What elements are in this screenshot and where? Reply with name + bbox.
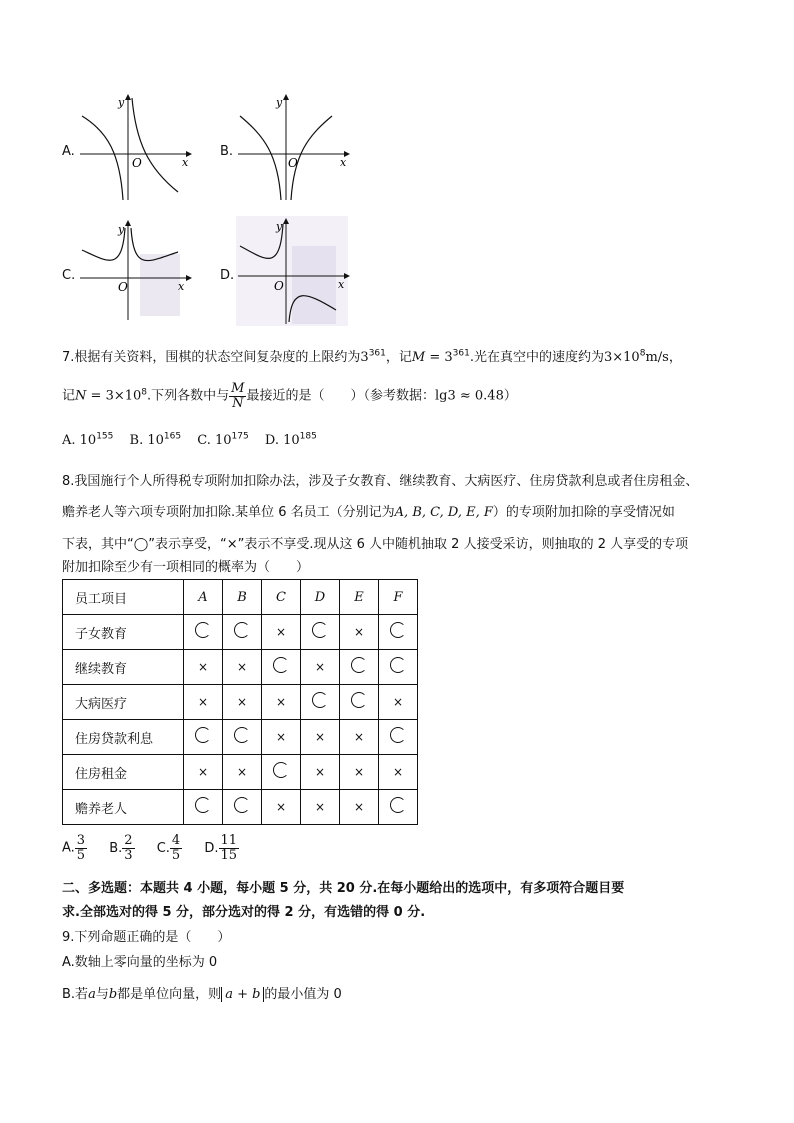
enjoy-circle-icon: [195, 622, 211, 638]
enjoy-circle-icon: [390, 622, 406, 638]
graph-c-x: x: [178, 280, 185, 293]
graph-b-x: x: [340, 156, 347, 169]
table-cell-enjoy: [184, 615, 223, 650]
q9-option-a: A.数轴上零向量的坐标为 0: [62, 955, 218, 970]
enjoy-circle-icon: [351, 692, 367, 708]
table-cell-enjoy: [340, 650, 379, 685]
not-enjoy-cross-icon: ×: [236, 659, 248, 674]
table-cell-enjoy: [262, 650, 301, 685]
table-cell-not-enjoy: [184, 650, 223, 685]
table-row-label: 大病医疗: [63, 685, 184, 720]
table-cell-enjoy: [184, 720, 223, 755]
graph-a-label: A.: [62, 144, 75, 159]
table-cell-not-enjoy: [340, 615, 379, 650]
not-enjoy-cross-icon: ×: [392, 764, 404, 779]
graph-d: [236, 216, 351, 328]
not-enjoy-cross-icon: ×: [275, 729, 287, 744]
table-row: [63, 755, 418, 790]
table-cell-not-enjoy: [223, 685, 262, 720]
not-enjoy-cross-icon: ×: [197, 694, 209, 709]
enjoy-circle-icon: [234, 622, 250, 638]
q8-line2: 赡养老人等六项专项附加扣除.某单位 6 名员工（分别记为A, B, C, D, E, F）的专项附加扣除的享受情况如: [62, 505, 675, 520]
table-cell-not-enjoy: [262, 615, 301, 650]
not-enjoy-cross-icon: ×: [197, 764, 209, 779]
not-enjoy-cross-icon: ×: [314, 799, 326, 814]
table-cell-not-enjoy: [301, 720, 340, 755]
deduction-table: [62, 579, 418, 825]
not-enjoy-cross-icon: ×: [392, 694, 404, 709]
enjoy-circle-icon: [312, 622, 328, 638]
q8-line3: 下表，其中“◯”表示享受，“×”表示不享受.现从这 6 人中随机抽取 2 人接受采访，则抽取的 2 人享受的专项: [62, 537, 689, 552]
graph-b-origin: O: [288, 156, 298, 170]
table-cell-not-enjoy: [223, 755, 262, 790]
table-header-cell: C: [262, 580, 301, 615]
q7-line1: 7.根据有关资料，围棋的状态空间复杂度的上限约为$3^{361}$，记$M = 3^{361}$.光在真空中的速度约为$3\times 10^8m/s$，: [62, 348, 682, 365]
graph-a: [78, 92, 193, 204]
table-row-label: 住房贷款利息: [63, 720, 184, 755]
table-header-corner: 员工项目: [63, 580, 184, 615]
enjoy-circle-icon: [234, 797, 250, 813]
not-enjoy-cross-icon: ×: [275, 799, 287, 814]
q8-line1: 8.我国施行个人所得税专项附加扣除办法，涉及子女教育、继续教育、大病医疗、住房贷款利息或者住房租金、: [62, 474, 699, 489]
enjoy-circle-icon: [273, 657, 289, 673]
table-row-label: 继续教育: [63, 650, 184, 685]
table-cell-not-enjoy: [262, 720, 301, 755]
table-header-cell: F: [379, 580, 418, 615]
q9-stem: 9.下列命题正确的是（ ）: [62, 930, 231, 945]
graph-d-x: x: [338, 278, 345, 291]
graph-c-y: y: [118, 223, 125, 236]
table-cell-enjoy: [379, 615, 418, 650]
enjoy-circle-icon: [195, 797, 211, 813]
table-cell-enjoy: [262, 755, 301, 790]
graph-c-origin: O: [118, 280, 128, 294]
not-enjoy-cross-icon: ×: [275, 694, 287, 709]
enjoy-circle-icon: [312, 692, 328, 708]
graph-b: [236, 92, 351, 204]
table-header-row: [63, 580, 418, 615]
not-enjoy-cross-icon: ×: [353, 624, 365, 639]
table-cell-enjoy: [301, 685, 340, 720]
table-cell-enjoy: [223, 720, 262, 755]
not-enjoy-cross-icon: ×: [353, 799, 365, 814]
q8-options: A. $\frac{3}{5}$ B. $\frac{2}{3}$ C. $\frac{4}{5}$ D. $\frac{11}{15}$: [62, 833, 238, 863]
table-cell-enjoy: [340, 685, 379, 720]
not-enjoy-cross-icon: ×: [353, 764, 365, 779]
q9-option-b: B.若a与b都是单位向量，则 a + b 的最小值为 0: [62, 987, 342, 1002]
table-cell-not-enjoy: [340, 755, 379, 790]
table-cell-not-enjoy: [184, 685, 223, 720]
section2-line1: 二、多选题：本题共 4 小题，每小题 5 分，共 20 分.在每小题给出的选项中，有多项符合题目要: [62, 881, 625, 896]
graph-d-label: D.: [220, 268, 235, 283]
not-enjoy-cross-icon: ×: [314, 729, 326, 744]
graph-c-label: C.: [62, 268, 76, 283]
enjoy-circle-icon: [390, 657, 406, 673]
table-row: [63, 650, 418, 685]
table-row-label: 住房租金: [63, 755, 184, 790]
graph-d-origin: O: [274, 279, 284, 293]
table-cell-enjoy: [223, 615, 262, 650]
table-row: [63, 790, 418, 825]
table-cell-enjoy: [379, 650, 418, 685]
enjoy-circle-icon: [390, 797, 406, 813]
not-enjoy-cross-icon: ×: [197, 659, 209, 674]
table-cell-not-enjoy: [301, 790, 340, 825]
not-enjoy-cross-icon: ×: [314, 764, 326, 779]
table-row: [63, 720, 418, 755]
table-cell-not-enjoy: [379, 685, 418, 720]
table-cell-not-enjoy: [262, 685, 301, 720]
table-row: [63, 615, 418, 650]
graph-a-y: y: [118, 96, 125, 109]
not-enjoy-cross-icon: ×: [236, 694, 248, 709]
table-cell-not-enjoy: [184, 755, 223, 790]
table-row-label: 赡养老人: [63, 790, 184, 825]
not-enjoy-cross-icon: ×: [353, 729, 365, 744]
table-header-cell: E: [340, 580, 379, 615]
table-cell-not-enjoy: [262, 790, 301, 825]
table-header-cell: B: [223, 580, 262, 615]
not-enjoy-cross-icon: ×: [275, 624, 287, 639]
table-row: [63, 685, 418, 720]
table-row-label: 子女教育: [63, 615, 184, 650]
not-enjoy-cross-icon: ×: [236, 764, 248, 779]
table-cell-enjoy: [223, 790, 262, 825]
graph-a-origin: O: [132, 156, 142, 170]
table-cell-enjoy: [301, 615, 340, 650]
table-cell-not-enjoy: [340, 790, 379, 825]
table-cell-not-enjoy: [379, 755, 418, 790]
enjoy-circle-icon: [351, 657, 367, 673]
q8-line4: 附加扣除至少有一项相同的概率为（ ）: [62, 560, 310, 575]
enjoy-circle-icon: [234, 727, 250, 743]
table-cell-enjoy: [379, 790, 418, 825]
table-header-cell: D: [301, 580, 340, 615]
table-cell-not-enjoy: [223, 650, 262, 685]
q7-options: A. $10^{155}$ B. $10^{165}$ C. $10^{175}$ D. $10^{185}$: [62, 431, 317, 448]
table-cell-enjoy: [379, 720, 418, 755]
enjoy-circle-icon: [195, 727, 211, 743]
enjoy-circle-icon: [390, 727, 406, 743]
not-enjoy-cross-icon: ×: [314, 659, 326, 674]
table-cell-not-enjoy: [301, 755, 340, 790]
graph-c: [78, 218, 193, 323]
graph-b-y: y: [276, 96, 283, 109]
enjoy-circle-icon: [273, 762, 289, 778]
table-header-cell: A: [184, 580, 223, 615]
graph-b-label: B.: [220, 144, 234, 159]
q7-line2: 记$N = 3\times 10^8$.下列各数中与 $\frac{M}{N}$ 最接近的是（ ）（参考数据：lg3 ≈ 0.48）: [62, 381, 517, 411]
table-cell-not-enjoy: [301, 650, 340, 685]
graph-a-x: x: [182, 156, 189, 169]
section2-line2: 求.全部选对的得 5 分，部分选对的得 2 分，有选错的得 0 分.: [62, 905, 426, 920]
table-cell-enjoy: [184, 790, 223, 825]
graph-d-y: y: [276, 220, 283, 233]
table-cell-not-enjoy: [340, 720, 379, 755]
